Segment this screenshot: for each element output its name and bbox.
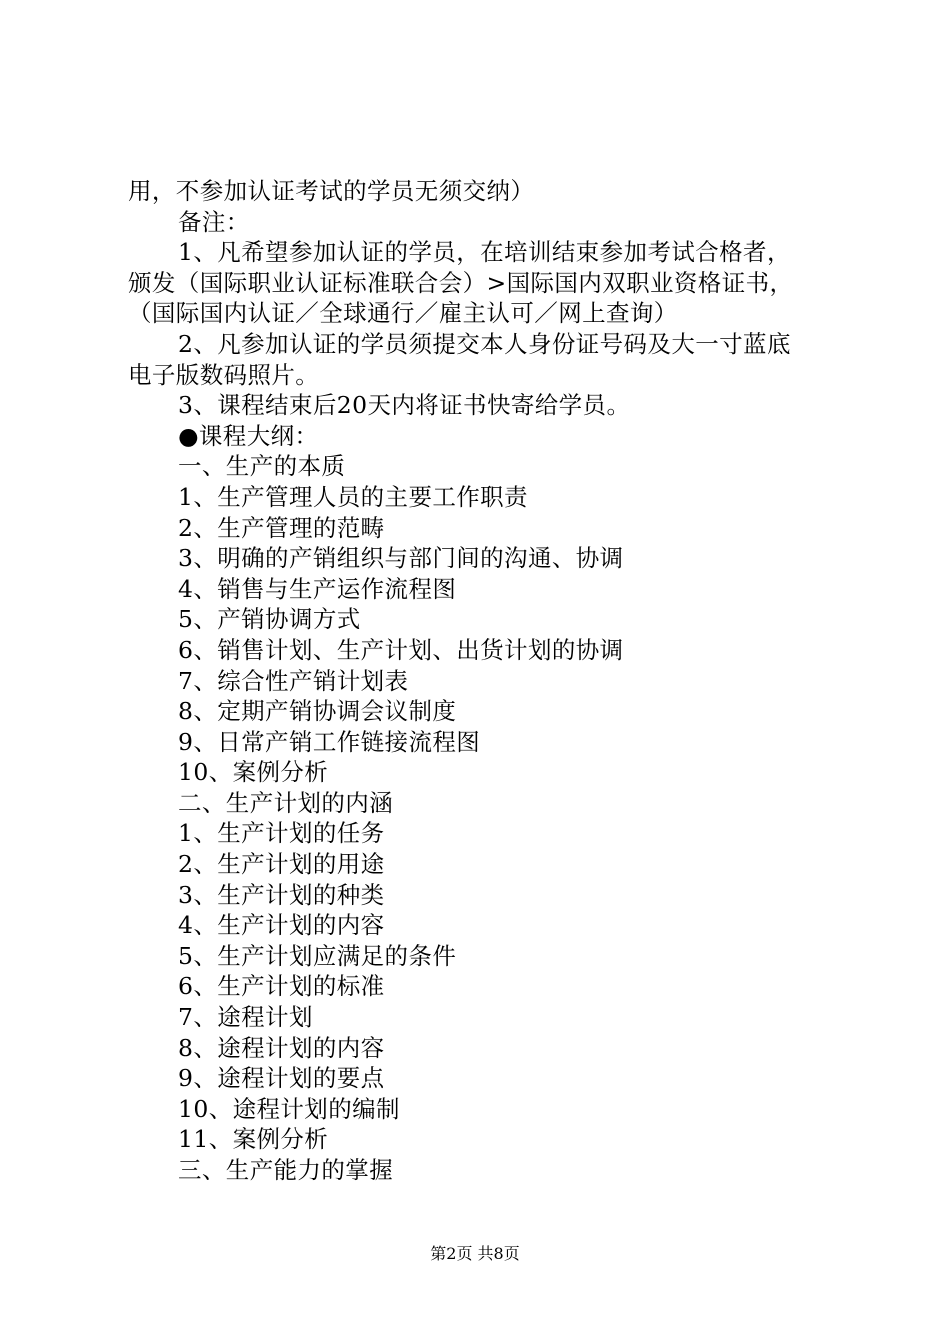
text-line: 10、案例分析 <box>178 758 329 787</box>
text-line: 1、凡希望参加认证的学员，在培训结束参加考试合格者， <box>178 238 791 267</box>
text-line: 6、生产计划的标准 <box>178 972 385 1001</box>
text-line: 6、销售计划、生产计划、出货计划的协调 <box>178 635 624 664</box>
text-line: 5、产销协调方式 <box>178 605 361 634</box>
text-line: 三、生产能力的掌握 <box>178 1156 394 1184</box>
text-line: 颁发（国际职业认证标准联合会）>国际国内双职业资格证书， <box>128 268 794 297</box>
text-line: 一、生产的本质 <box>178 452 346 481</box>
text-line: 9、日常产销工作链接流程图 <box>178 727 481 756</box>
text-line: 3、生产计划的种类 <box>178 880 385 909</box>
text-line: 3、明确的产销组织与部门间的沟通、协调 <box>178 544 624 573</box>
text-line: 11、案例分析 <box>178 1125 329 1154</box>
text-line: 9、途程计划的要点 <box>178 1064 385 1093</box>
text-line: 二、生产计划的内涵 <box>178 788 394 817</box>
text-line: 8、定期产销协调会议制度 <box>178 697 457 726</box>
text-line: 1、生产计划的任务 <box>178 819 385 848</box>
text-line: 7、综合性产销计划表 <box>178 666 409 695</box>
text-line: （国际国内认证／全球通行／雇主认可／网上查询） <box>128 299 678 328</box>
text-line: 4、生产计划的内容 <box>178 911 385 940</box>
text-line: 10、途程计划的编制 <box>178 1094 400 1123</box>
text-line: 4、销售与生产运作流程图 <box>178 574 457 603</box>
text-line: 1、生产管理人员的主要工作职责 <box>178 482 528 511</box>
text-line: 电子版数码照片。 <box>128 360 320 389</box>
text-line: 5、生产计划应满足的条件 <box>178 941 457 970</box>
text-line: 2、生产计划的用途 <box>178 850 385 879</box>
text-line: 备注： <box>178 207 250 236</box>
text-line: 2、凡参加认证的学员须提交本人身份证号码及大一寸蓝底 <box>178 329 791 358</box>
page-footer: 第2页 共8页 <box>430 1244 520 1263</box>
text-line: 7、途程计划 <box>178 1003 313 1032</box>
document-body <box>128 176 833 1186</box>
text-line: 用，不参加认证考试的学员无须交纳） <box>128 177 535 205</box>
text-line: 3、课程结束后20天内将证书快寄给学员。 <box>178 391 631 420</box>
text-line: 8、途程计划的内容 <box>178 1033 385 1062</box>
text-line: 2、生产管理的范畴 <box>178 513 385 542</box>
text-line: ●课程大纲： <box>178 421 319 450</box>
